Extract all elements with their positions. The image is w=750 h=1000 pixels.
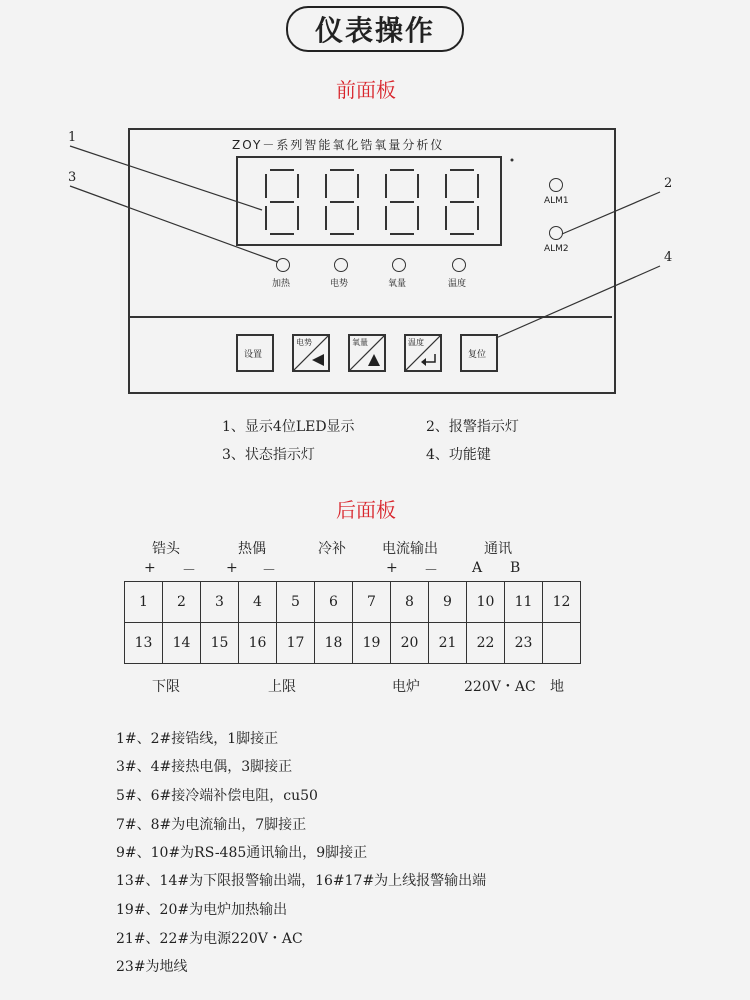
- terminal-function: 地: [550, 679, 564, 695]
- terminal: 18: [315, 623, 353, 664]
- wiring-note: 7#、8#为电流输出，7脚接正: [116, 817, 307, 833]
- group-label: 通讯: [484, 541, 512, 557]
- legend-item: 3、状态指示灯: [222, 447, 315, 463]
- terminal: 10: [467, 582, 505, 623]
- key-label: 温度: [408, 338, 424, 347]
- polarity-sign: －: [424, 563, 438, 579]
- wiring-note: 3#、4#接热电偶，3脚接正: [116, 759, 293, 775]
- wiring-note: 23#为地线: [116, 959, 188, 975]
- terminal: 15: [201, 623, 239, 664]
- terminal: 19: [353, 623, 391, 664]
- terminal: 2: [163, 582, 201, 623]
- lamp-label: 温度: [448, 279, 467, 289]
- group-label: 热偶: [238, 541, 266, 557]
- alarm-label: ALM1: [544, 196, 569, 206]
- terminal-function: 220V・AC: [464, 679, 536, 695]
- model-label: ZOY－系列智能氧化锆氧量分析仪: [232, 138, 445, 152]
- lamp-label: 加热: [272, 279, 291, 289]
- terminal-row-top: [125, 582, 581, 623]
- callout-number: 1: [68, 130, 77, 145]
- wiring-note: 13#、14#为下限报警输出端，16#17#为上线报警输出端: [116, 873, 487, 889]
- terminal: 14: [163, 623, 201, 664]
- key-label: 电势: [296, 338, 312, 347]
- lamp-label: 电势: [330, 279, 349, 289]
- key-label: 复位: [468, 350, 487, 360]
- polarity-sign: +: [226, 560, 238, 576]
- lamp-label: 氧量: [388, 279, 407, 289]
- terminal: 7: [353, 582, 391, 623]
- legend-item: 1、显示4位LED显示: [222, 419, 355, 435]
- terminal: 5: [277, 582, 315, 623]
- terminal: 20: [391, 623, 429, 664]
- terminal: 12: [543, 582, 581, 623]
- polarity-sign: －: [182, 563, 196, 579]
- terminal: 6: [315, 582, 353, 623]
- terminal: 16: [239, 623, 277, 664]
- terminal: 17: [277, 623, 315, 664]
- page-title: 仪表操作: [286, 6, 464, 52]
- terminal: [543, 623, 581, 664]
- terminal: 11: [505, 582, 543, 623]
- legend-item: 2、报警指示灯: [426, 419, 519, 435]
- callout-number: 3: [68, 170, 77, 185]
- group-label: 冷补: [318, 541, 346, 557]
- rear-panel-heading: 后面板: [336, 498, 396, 522]
- group-label: 锆头: [152, 541, 180, 557]
- terminal-function: 上限: [268, 679, 296, 695]
- comm-pin: B: [510, 560, 521, 576]
- terminal: 8: [391, 582, 429, 623]
- terminal: 21: [429, 623, 467, 664]
- terminal-function: 电炉: [392, 679, 420, 695]
- polarity-sign: +: [386, 560, 398, 576]
- group-label: 电流输出: [382, 541, 438, 557]
- alarm-label: ALM2: [544, 244, 569, 254]
- wiring-note: 1#、2#接锆线，1脚接正: [116, 731, 279, 747]
- terminal-function: 下限: [152, 679, 180, 695]
- callout-number: 2: [664, 176, 673, 191]
- terminal-row-bottom: [125, 623, 581, 664]
- wiring-note: 5#、6#接冷端补偿电阻，cu50: [116, 788, 318, 804]
- polarity-sign: －: [262, 563, 276, 579]
- terminal: 22: [467, 623, 505, 664]
- key-label: 设置: [244, 350, 263, 360]
- terminal: 1: [125, 582, 163, 623]
- terminal: 4: [239, 582, 277, 623]
- front-panel-heading: 前面板: [336, 78, 396, 102]
- callout-lines: [0, 0, 750, 400]
- polarity-sign: +: [144, 560, 156, 576]
- terminal: 3: [201, 582, 239, 623]
- terminal: 13: [125, 623, 163, 664]
- terminal: 23: [505, 623, 543, 664]
- wiring-note: 19#、20#为电炉加热输出: [116, 902, 288, 918]
- legend-item: 4、功能键: [426, 447, 491, 463]
- comm-pin: A: [472, 560, 483, 576]
- terminal-block: [124, 581, 581, 664]
- terminal: 9: [429, 582, 467, 623]
- callout-number: 4: [664, 250, 673, 265]
- wiring-note: 21#、22#为电源220V・AC: [116, 931, 303, 947]
- key-label: 氧量: [352, 338, 368, 347]
- wiring-note: 9#、10#为RS-485通讯输出，9脚接正: [116, 845, 368, 861]
